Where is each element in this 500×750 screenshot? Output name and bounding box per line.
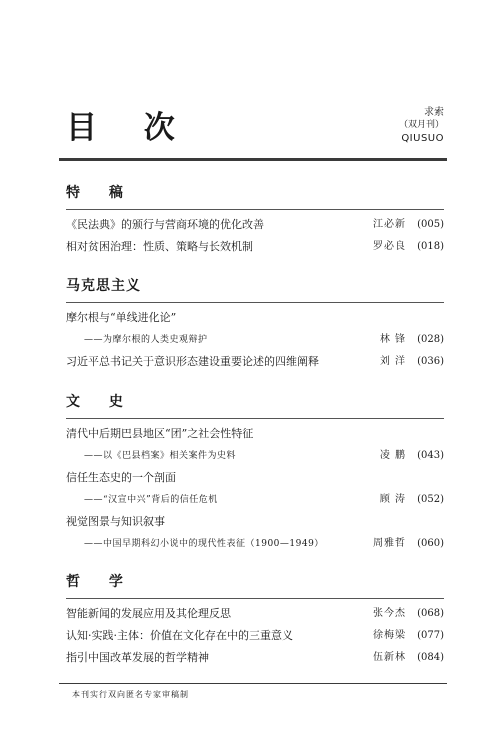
entry-title: 智能新闻的发展应用及其伦理反思 — [66, 607, 231, 620]
entry-author: 刘 洋 — [379, 356, 406, 367]
entry-page: (036) — [417, 356, 444, 367]
entry-author: 顾 涛 — [379, 494, 406, 505]
toc-entry[interactable] — [66, 511, 444, 533]
toc-entry[interactable] — [66, 625, 444, 647]
entry-page: (052) — [417, 494, 444, 505]
entry-title: 信任生态史的一个剖面 — [66, 471, 176, 484]
entry-page: (018) — [417, 241, 444, 252]
toc-entry-subtitle — [66, 489, 444, 511]
entry-subtitle: ——为摩尔根的人类史观辩护 — [84, 335, 208, 345]
entry-page: (060) — [417, 538, 444, 549]
entry-page: (084) — [417, 652, 444, 663]
toc-entry[interactable] — [66, 214, 444, 236]
entry-title: 视觉图景与知识叙事 — [66, 515, 165, 528]
entry-subtitle: ——中国早期科幻小说中的现代性表征（1900—1949） — [84, 539, 324, 549]
section-special-articles — [66, 184, 444, 258]
journal-frequency: （双月刊） — [398, 120, 444, 130]
toc-entry[interactable] — [66, 603, 444, 625]
section-marxism — [66, 277, 444, 373]
toc-entry[interactable] — [66, 351, 444, 373]
review-policy-note: 本刊实行双向匿名专家审稿制 — [72, 690, 189, 699]
header-rule — [59, 158, 447, 161]
entry-title: 摩尔根与“单线进化论” — [66, 311, 177, 324]
section-title: 哲 学 — [66, 574, 135, 590]
entry-subtitle: ——以《巴县档案》相关案件为史料 — [84, 451, 237, 461]
section-title: 马克思主义 — [66, 278, 141, 294]
entry-page: (005) — [417, 219, 444, 230]
entry-author: 林 锋 — [379, 334, 406, 345]
section-literature-history — [66, 393, 444, 555]
section-philosophy — [66, 573, 444, 669]
entry-title: 指引中国改革发展的哲学精神 — [66, 651, 209, 664]
entry-page: (043) — [417, 450, 444, 461]
entry-author: 徐梅梁 — [373, 630, 406, 641]
entry-title: 清代中后期巴县地区“团”之社会性特征 — [66, 427, 254, 440]
toc-entry-subtitle — [66, 329, 444, 351]
toc-entry[interactable] — [66, 647, 444, 669]
toc-entry[interactable] — [66, 467, 444, 489]
toc-entry[interactable] — [66, 423, 444, 445]
entry-page: (068) — [417, 608, 444, 619]
toc-entry-subtitle — [66, 445, 444, 467]
entry-subtitle: ——“汉宣中兴”背后的信任危机 — [84, 495, 218, 505]
entry-page: (028) — [417, 334, 444, 345]
journal-masthead — [399, 106, 444, 145]
toc-entry[interactable] — [66, 307, 444, 329]
entry-author: 周雅哲 — [373, 538, 406, 549]
journal-name: 求索 — [424, 107, 444, 118]
entry-title: 习近平总书记关于意识形态建设重要论述的四维阐释 — [66, 355, 319, 368]
section-title: 文 史 — [66, 394, 135, 410]
entry-page: (077) — [417, 630, 444, 641]
entry-title: 相对贫困治理：性质、策略与长效机制 — [66, 240, 253, 253]
entry-author: 张今杰 — [373, 608, 406, 619]
page-title: 目 次 — [66, 110, 193, 146]
entry-author: 伍新林 — [373, 652, 406, 663]
entry-author: 罗必良 — [373, 241, 406, 252]
entry-title: 《民法典》的颁行与营商环境的优化改善 — [66, 218, 264, 231]
footer-rule — [59, 683, 447, 684]
entry-author: 凌 鹏 — [379, 450, 406, 461]
toc-entry-subtitle — [66, 533, 444, 555]
entry-title: 认知·实践·主体：价值在文化存在中的三重意义 — [66, 629, 293, 642]
entry-author: 江必新 — [373, 219, 406, 230]
toc-entry[interactable] — [66, 236, 444, 258]
section-title: 特 稿 — [66, 185, 135, 201]
journal-latin-name: QIUSUO — [401, 133, 444, 144]
